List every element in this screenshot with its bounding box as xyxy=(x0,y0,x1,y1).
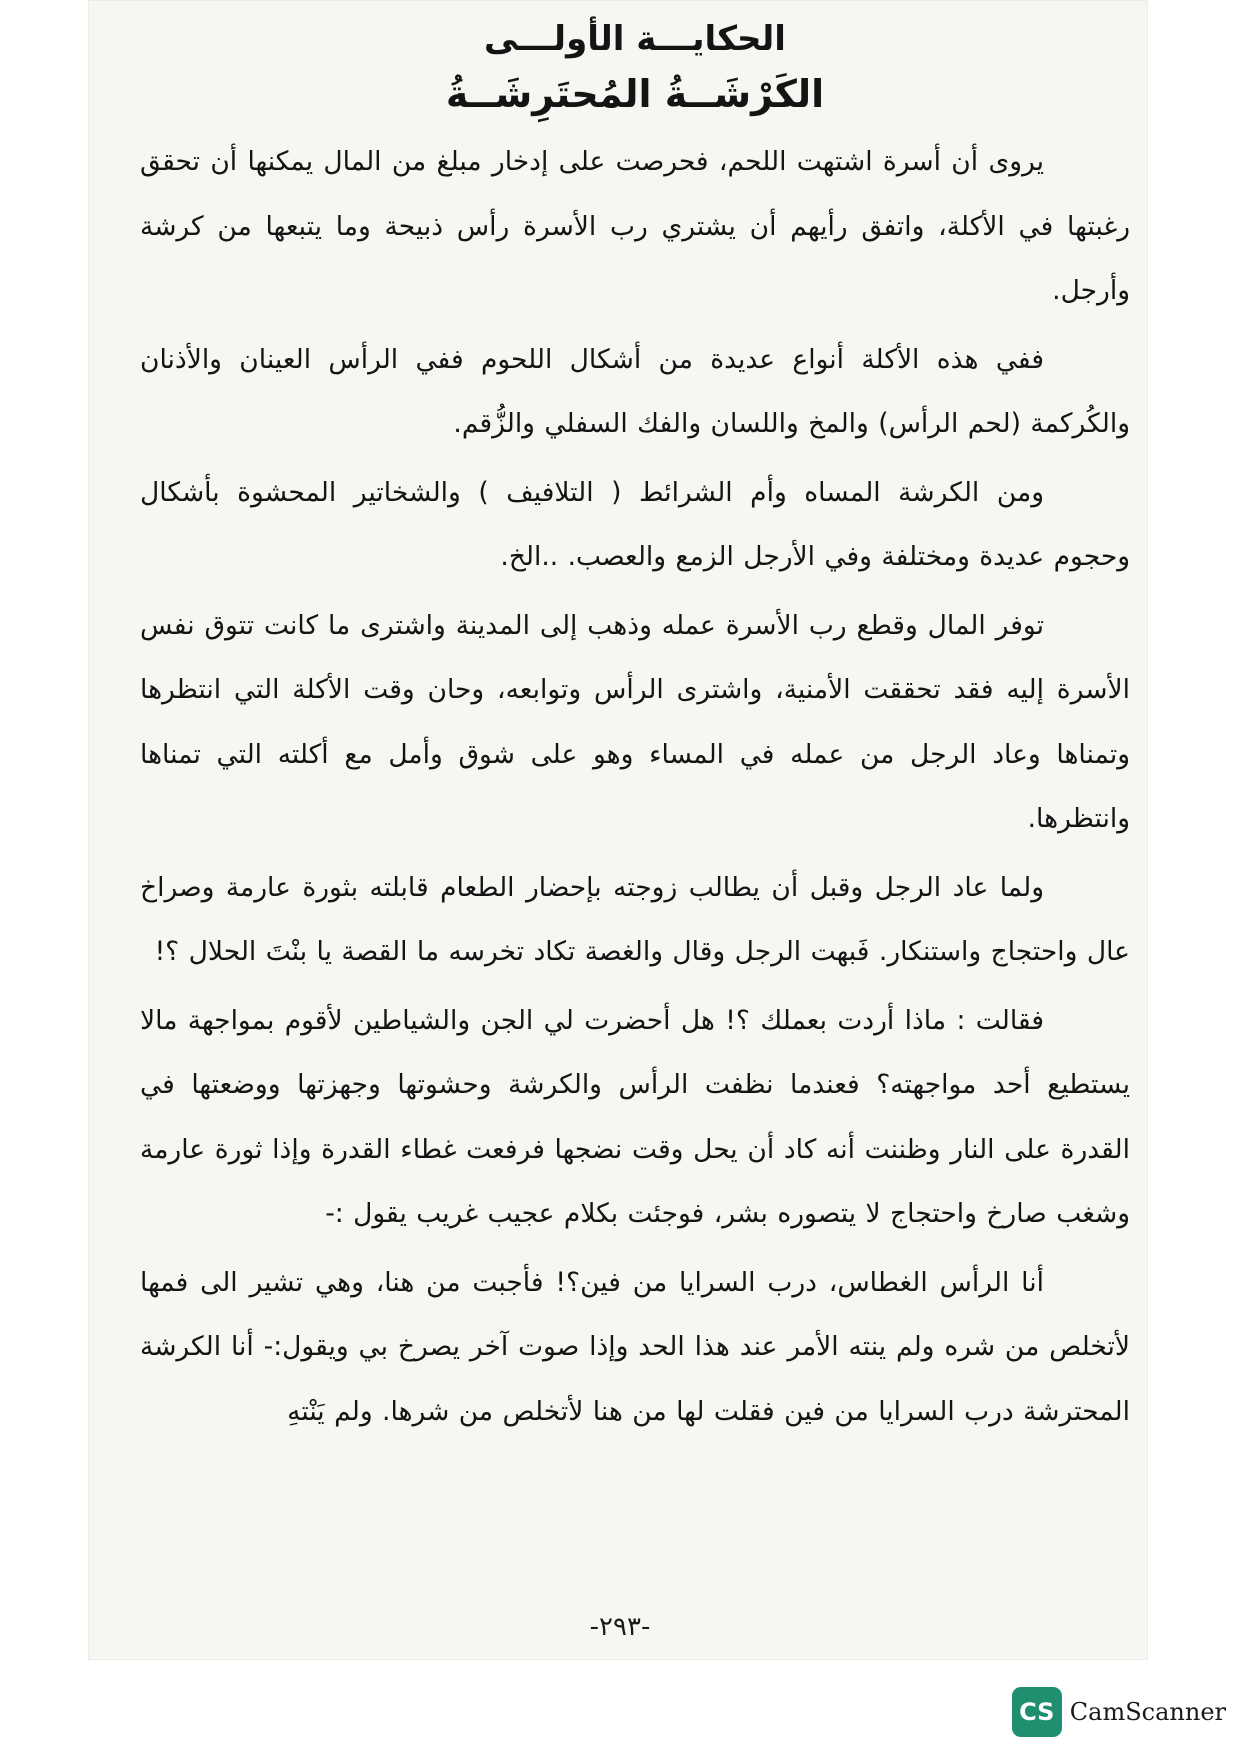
paragraph-7: أنا الرأس الغطاس، درب السرايا من فين؟! فأجبت من هنا، وهي تشير الى فمها لأتخلص من شره ولم ينته الأمر عند هذا الحد وإذا صوت آخر يصرخ بي ويقول:- أنا الكرشة المحترشة درب السرايا من فين فقلت لها من هنا لأتخلص من شرها. ولم يَنْتهِ xyxy=(140,1266,1130,1427)
camscanner-label: CamScanner xyxy=(1069,1698,1226,1726)
story-title: الحكايـــة الأولـــى xyxy=(484,19,786,59)
story-subtitle: الكَرْشَــةُ المُحتَرِشَــةُ xyxy=(445,72,825,116)
paragraph-1: يروى أن أسرة اشتهت اللحم، فحرصت على إدخار مبلغ من المال يمكنها أن تحقق رغبتها في الأكلة، واتفق رأيهم أن يشتري رب الأسرة رأس ذبيحة وما يتبعها من كرشة وأرجل. xyxy=(140,146,1130,306)
camscanner-logo-icon: CS xyxy=(1012,1687,1062,1737)
paragraph-5: ولما عاد الرجل وقبل أن يطالب زوجته بإحضار الطعام قابلته بثورة عارمة وصراخ عال واحتجاج واستنكار. فَبهت الرجل وقال والغصة تكاد تخرسه ما القصة يا بنْتَ الحلال ؟! xyxy=(140,871,1130,967)
page-content xyxy=(140,14,1130,1448)
paragraph-2: ففي هذه الأكلة أنواع عديدة من أشكال اللحوم ففي الرأس العينان والأذنان والكُركمة (لحم الرأس) والمخ واللسان والفك السفلي والزُّقم. xyxy=(140,343,1130,439)
paragraph-3: ومن الكرشة المساه وأم الشرائط ( التلافيف ) والشخاتير المحشوة بأشكال وحجوم عديدة ومختلفة وفي الأرجل الزمع والعصب. ..الخ. xyxy=(140,476,1130,572)
paragraph-4: توفر المال وقطع رب الأسرة عمله وذهب إلى المدينة واشترى ما كانت تتوق نفس الأسرة إليه فقد تحققت الأمنية، واشترى الرأس وتوابعه، وحان وقت الأكلة التي انتظرها وتمناها وعاد الرجل من عمله في المساء وهو على شوق وأمل مع أكلته التي تمناها وانتظرها. xyxy=(140,609,1130,834)
paragraph-6: فقالت : ماذا أردت بعملك ؟! هل أحضرت لي الجن والشياطين لأقوم بمواجهة مالا يستطيع أحد مواجهته؟ فعندما نظفت الرأس والكرشة وحشوتها وجهزتها ووضعتها في القدرة على النار وظننت أنه كاد أن يحل وقت نضجها فرفعت غطاء القدرة وإذا ثورة عارمة وشغب صارخ واحتجاج لا يتصوره بشر، فوجئت بكلام عجيب غريب يقول :- xyxy=(140,1004,1130,1229)
page-number: -٢٩٣- xyxy=(589,1612,651,1642)
camscanner-watermark xyxy=(1012,1687,1226,1737)
